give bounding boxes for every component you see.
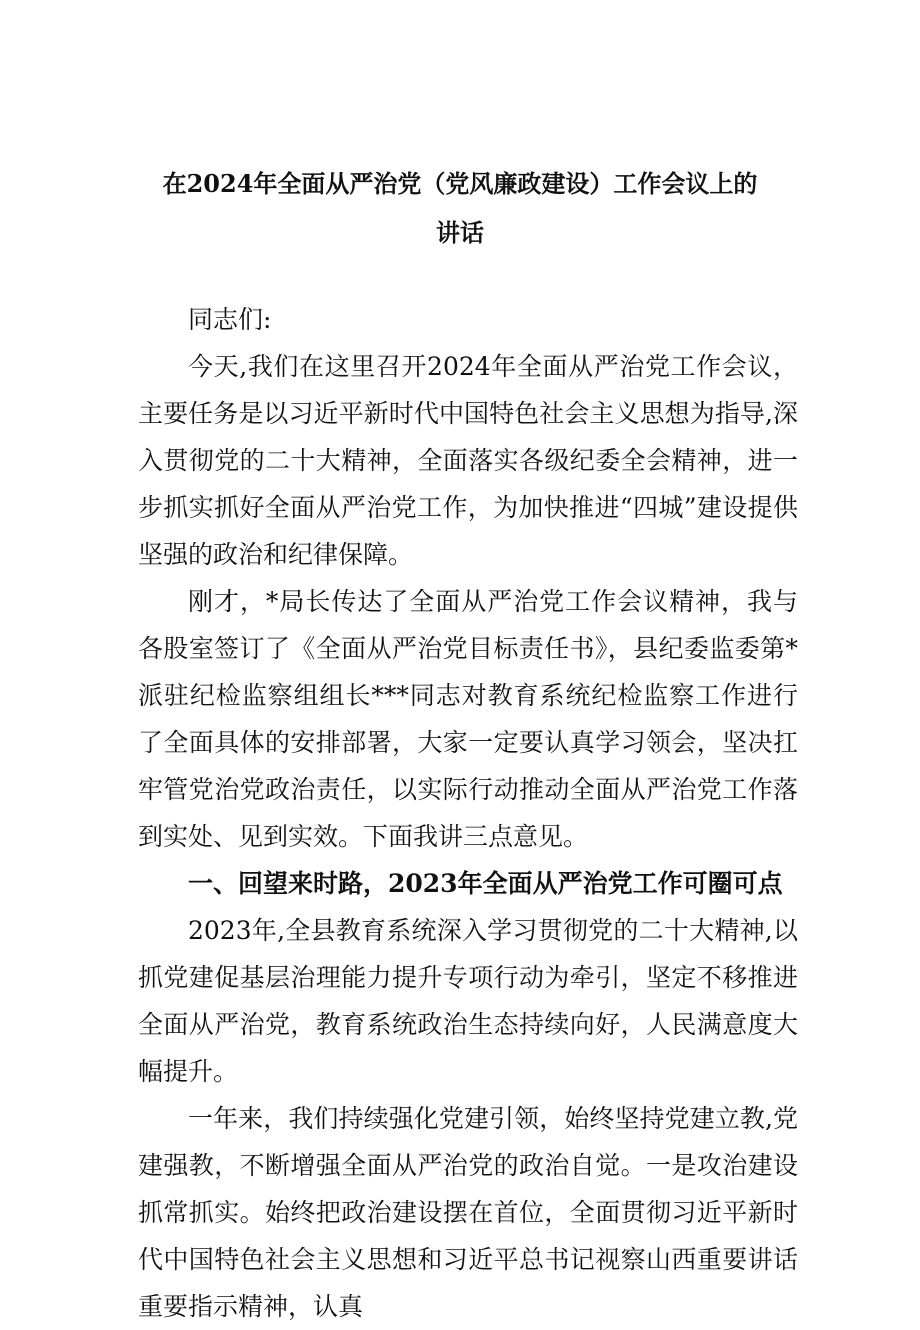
section-heading-1: 一、回望来时路，2023年全面从严治党工作可圈可点	[188, 869, 783, 898]
paragraph-2: 刚才，*局长传达了全面从严治党工作会议精神，我与各股室签订了《全面从严治党目标责任书》，县纪委监委第*派驻纪检监察组组长***同志对教育系统纪检监察工作进行了全面具体的安排部署，大家一定要认真学习领会，坚决扛牢管党治党政治责任，以实际行动推动全面从严治党工作落到实处、见到实效。下面我讲三点意见。	[138, 587, 798, 851]
document-body	[138, 296, 798, 1330]
paragraph-1: 今天,我们在这里召开2024年全面从严治党工作会议，主要任务是以习近平新时代中国特色社会主义思想为指导,深入贯彻党的二十大精神，全面落实各级纪委全会精神，进一步抓实抓好全面从严治党工作，为加快推进“四城”建设提供坚强的政治和纪律保障。	[138, 352, 798, 569]
document-title-line2: 讲话	[436, 218, 484, 247]
document-title-line1: 在2024年全面从严治党（党风廉政建设）工作会议上的	[162, 169, 758, 198]
salutation: 同志们:	[188, 305, 272, 334]
paragraph-4: 一年来，我们持续强化党建引领，始终坚持党建立教,党建强教，不断增强全面从严治党的政治自觉。一是攻治建设抓常抓实。始终把政治建设摆在首位，全面贯彻习近平新时代中国特色社会主义思想和习近平总书记视察山西重要讲话重要指示精神，认真	[138, 1104, 798, 1321]
paragraph-3: 2023年,全县教育系统深入学习贯彻党的二十大精神,以抓党建促基层治理能力提升专项行动为牵引，坚定不移推进全面从严治党，教育系统政治生态持续向好，人民满意度大幅提升。	[138, 916, 798, 1086]
